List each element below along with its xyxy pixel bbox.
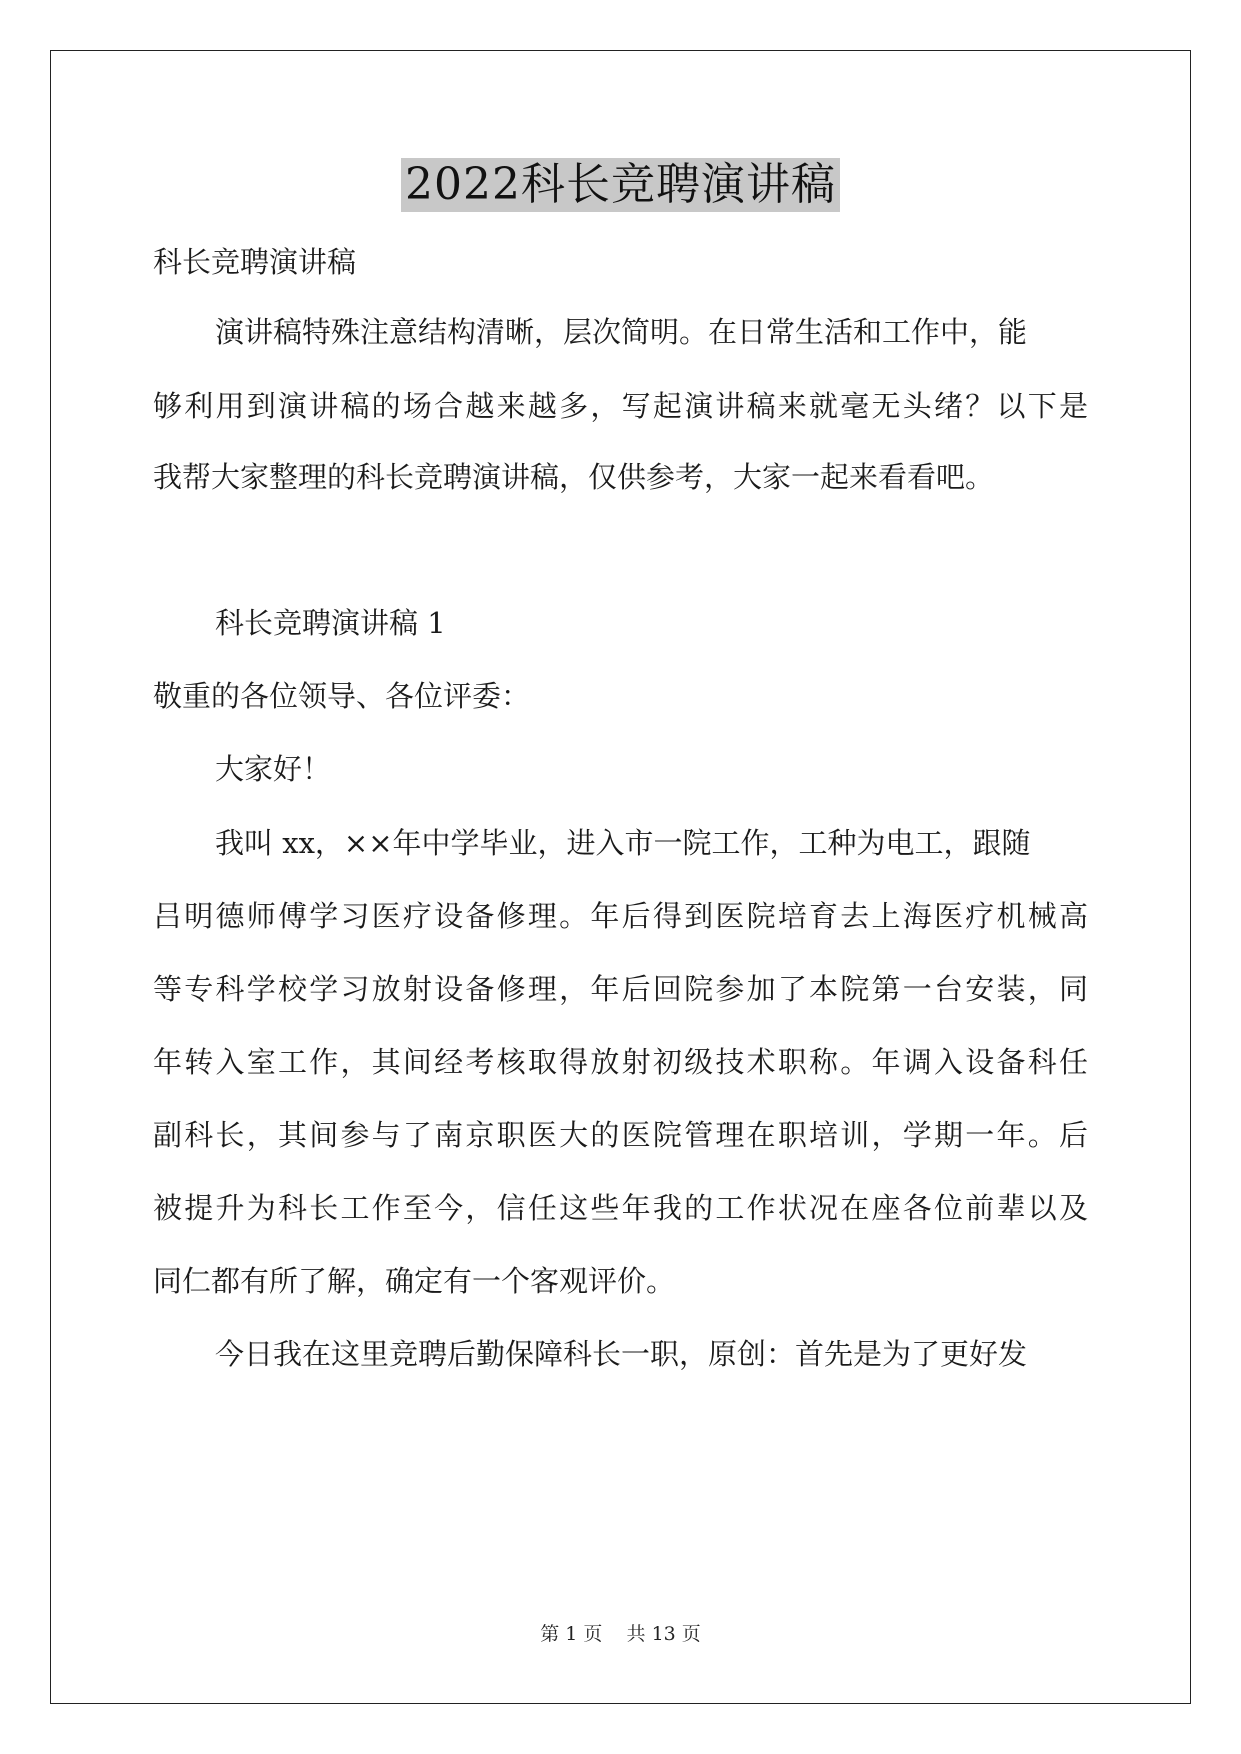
body-line-1: 我叫 xx，××年中学毕业，进入市一院工作，工种为电工，跟随 xyxy=(215,826,1031,860)
page-number: 第 1 页 xyxy=(540,1623,603,1645)
body-line-7: 同仁都有所了解，确定有一个客观评价。 xyxy=(153,1264,676,1298)
salutation-line: 敬重的各位领导、各位评委： xyxy=(153,679,531,713)
body-line-2: 吕明德师傅学习医疗设备修理。年后得到医院培育去上海医疗机械高 xyxy=(153,899,1088,933)
document-title: 2022科长竞聘演讲稿 xyxy=(401,158,840,212)
greeting-line: 大家好！ xyxy=(215,752,332,786)
body-line-4: 年转入室工作，其间经考核取得放射初级技术职称。年调入设备科任 xyxy=(153,1045,1088,1079)
body-line-3: 等专科学校学习放射设备修理，年后回院参加了本院第一台安装，同 xyxy=(153,972,1088,1006)
page-border xyxy=(50,50,1191,1704)
section-heading: 科长竞聘演讲稿 1 xyxy=(215,606,446,640)
page-footer xyxy=(0,1622,1241,1646)
intro-line-1: 演讲稿特殊注意结构清晰，层次简明。在日常生活和工作中，能 xyxy=(215,315,1028,349)
body-line-6: 被提升为科长工作至今，信任这些年我的工作状况在座各位前辈以及 xyxy=(153,1191,1088,1225)
subtitle-line: 科长竞聘演讲稿 xyxy=(153,245,357,279)
intro-line-3: 我帮大家整理的科长竞聘演讲稿，仅供参考，大家一起来看看吧。 xyxy=(153,460,995,494)
body-line-8: 今日我在这里竞聘后勤保障科长一职，原创：首先是为了更好发 xyxy=(215,1337,1028,1371)
body-line-5: 副科长，其间参与了南京职医大的医院管理在职培训，学期一年。后 xyxy=(153,1118,1088,1152)
title-container xyxy=(0,158,1241,212)
page-total: 共 13 页 xyxy=(626,1623,701,1645)
intro-line-2: 够利用到演讲稿的场合越来越多，写起演讲稿来就毫无头绪？以下是 xyxy=(153,389,1088,423)
